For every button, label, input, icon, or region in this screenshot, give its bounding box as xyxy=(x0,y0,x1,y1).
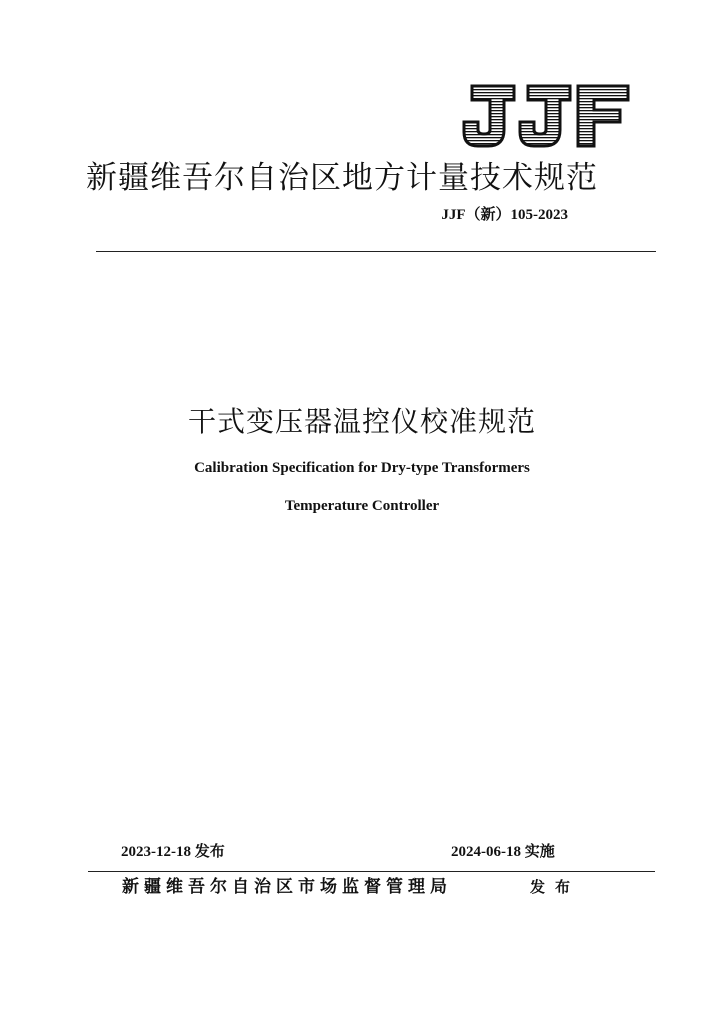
issuing-authority: 新疆维吾尔自治区市场监督管理局 xyxy=(122,877,452,897)
logo-letter-j1 xyxy=(464,86,514,146)
logo-letter-j2 xyxy=(520,86,570,146)
logo-letter-f xyxy=(578,86,628,146)
document-number: JJF（新）105-2023 xyxy=(441,207,568,223)
jjf-logo xyxy=(462,80,632,152)
footer-divider xyxy=(88,871,655,872)
effective-date: 2024-06-18 实施 xyxy=(451,844,555,860)
document-title-en-line2: Temperature Controller xyxy=(284,498,440,514)
standard-series-title: 新疆维吾尔自治区地方计量技术规范 xyxy=(86,160,598,196)
issue-date: 2023-12-18 发布 xyxy=(121,844,225,860)
header-divider xyxy=(96,251,656,252)
document-title-en-line1: Calibration Specification for Dry-type Transformers xyxy=(194,460,530,476)
document-title-zh: 干式变压器温控仪校准规范 xyxy=(187,405,536,438)
issuer-action: 发布 xyxy=(530,878,581,896)
